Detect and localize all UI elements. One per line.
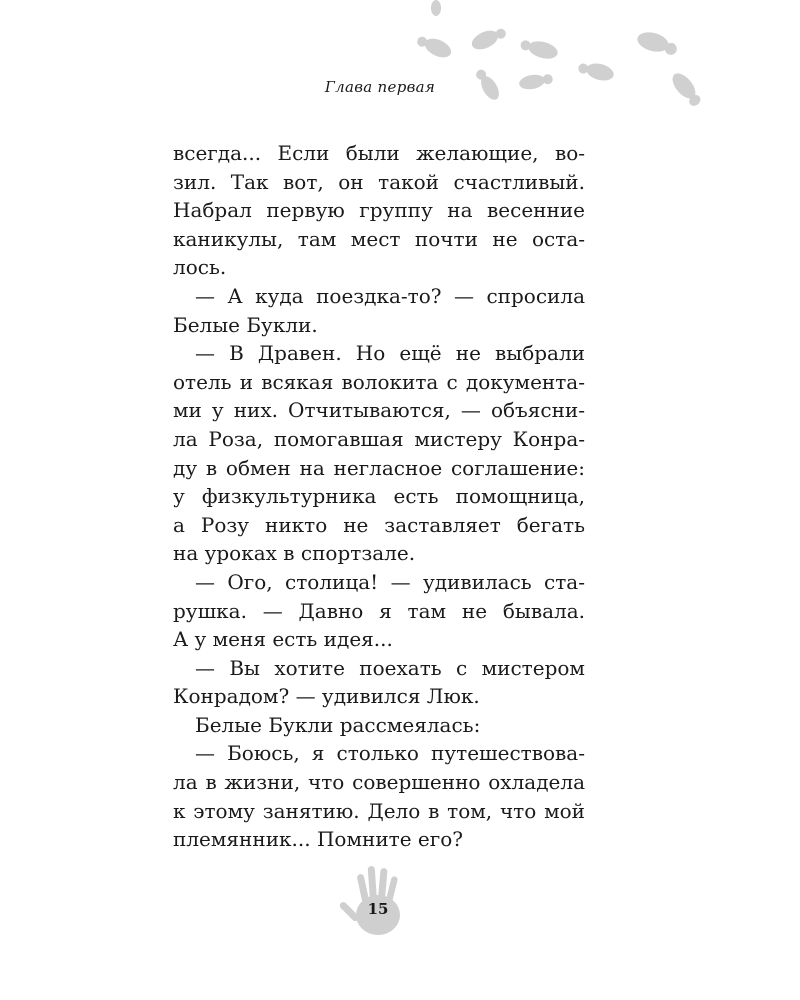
text-line: — Боюсь, я столько путешествова- bbox=[195, 741, 585, 766]
text-line: ла Роза, помогавшая мистеру Конра- bbox=[173, 426, 585, 451]
text-line: Белые Букли. bbox=[173, 312, 318, 337]
text-line: к этому занятию. Дело в том, что мой bbox=[173, 798, 585, 823]
running-head: Глава первая bbox=[324, 78, 436, 96]
body-text bbox=[173, 139, 585, 854]
text-line: Конрадом? — удивился Люк. bbox=[173, 684, 480, 709]
text-line: рушка. — Давно я там не бывала. bbox=[173, 598, 585, 623]
text-line: — Ого, столица! — удивилась ста- bbox=[195, 569, 585, 594]
text-line: ми у них. Отчитываются, — объясни- bbox=[173, 398, 585, 423]
text-line: а Розу никто не заставляет бегать bbox=[173, 512, 585, 537]
text-line: А у меня есть идея... bbox=[173, 627, 393, 652]
text-line: Белые Букли рассмеялась: bbox=[195, 712, 481, 737]
text-line: — А куда поездка-то? — спросила bbox=[195, 283, 585, 308]
footprints-icon bbox=[400, 0, 800, 130]
text-line: на уроках в спортзале. bbox=[173, 541, 416, 566]
text-line: племянник... Помните его? bbox=[173, 827, 463, 852]
text-line: ла в жизни, что совершенно охладела bbox=[173, 770, 585, 795]
text-line: — В Дравен. Но ещё не выбрали bbox=[195, 341, 585, 366]
text-line: — Вы хотите поехать с мистером bbox=[195, 655, 585, 680]
text-line: всегда... Если были желающие, во- bbox=[173, 141, 585, 165]
text-line: каникулы, там мест почти не оста- bbox=[173, 226, 585, 251]
text-line: зил. Так вот, он такой счастливый. bbox=[173, 169, 585, 194]
page-number: 15 bbox=[367, 900, 389, 918]
text-line: у физкультурника есть помощница, bbox=[173, 484, 585, 509]
text-line: отель и всякая волокита с документа- bbox=[173, 369, 585, 394]
text-line: ду в обмен на негласное соглашение: bbox=[173, 455, 585, 480]
text-line: лось. bbox=[173, 255, 227, 280]
text-line: Набрал первую группу на весенние bbox=[173, 198, 585, 223]
